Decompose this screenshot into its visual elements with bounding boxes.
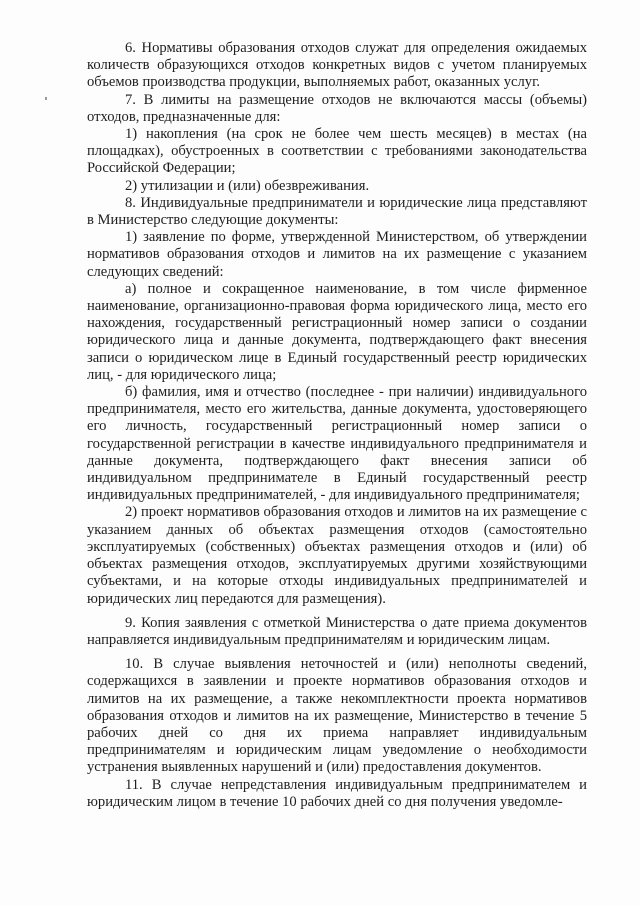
document-body (87, 40, 587, 811)
paragraph-8: 8. Индивидуальные предприниматели и юридические лица представляют в Министерство следующие документы: (87, 194, 587, 229)
paragraph-6: 6. Нормативы образования отходов служат для определения ожидаемых количеств образующихся отходов конкретных видов с учетом планируемых объемов производства продукции, выполняемых работ, оказанных услуг. (87, 40, 587, 91)
scan-speck (45, 97, 47, 100)
paragraph-8-item-1: 1) заявление по форме, утвержденной Министерством, об утверждении нормативов образования отходов и лимитов на их размещение с указанием следующих сведений: (87, 229, 587, 280)
paragraph-7: 7. В лимиты на размещение отходов не включаются массы (объемы) отходов, предназначенные для: (87, 91, 587, 125)
paragraph-9: 9. Копия заявления с отметкой Министерства о дате приема документов направляется индивидуальным предпринимателям и юридическим лицам. (87, 614, 587, 648)
paragraph-7-item-2: 2) утилизации и (или) обезвреживания. (125, 177, 370, 194)
paragraph-7-item-1: 1) накопления (на срок не более чем шесть месяцев) в местах (на площадках), обустроенных в соответствии с требованиями законодательства Российской Федерации; (87, 126, 587, 177)
paragraph-11: 11. В случае непредставления индивидуальным предпринимателем и юридическим лицом в течение 10 рабочих дней со дня получения уведомле- (87, 776, 587, 810)
paragraph-8-item-1b: б) фамилия, имя и отчество (последнее - при наличии) индивидуального предпринимателя, место его жительства, данные документа, удостоверяющего его личность, государственный регистрационный номер записи о государственной регистрации в качестве индивидуального предпринимателя и данные документа, подтверждающего факт внесения записи об индивидуальном предпринимателе в Единый государственный реестр индивидуальных предпринимателей, - для индивидуального предпринимателя; (87, 384, 587, 504)
paragraph-8-item-2: 2) проект нормативов образования отходов и лимитов на их размещение с указанием данных об объектах размещения отходов (самостоятельно эксплуатируемых (собственных) объектах размещения отходов и (или) об объектах размещения отходов, эксплуатируемых другими хозяйствующими субъектами, и на которые отходы индивидуальных предпринимателей и юридических лиц передаются для размещения). (87, 504, 587, 607)
paragraph-8-item-1a: а) полное и сокращенное наименование, в том числе фирменное наименование, организационно-правовая форма юридического лица, место его нахождения, государственный регистрационный номер записи о создании юридического лица и данные документа, подтверждающего факт внесения записи о юридическом лице в Единый государственный реестр юридических лиц, - для юридического лица; (87, 280, 587, 383)
paragraph-10: 10. В случае выявления неточностей и (или) неполноты сведений, содержащихся в заявлении и проекте нормативов образования отходов и лимитов на их размещение, а также некомплектности проекта нормативов образования отходов и лимитов на их размещение, Министерство в течение 5 рабочих дней со дня их приема направляет индивидуальным предпринимателям и юридическим лицам уведомление о необходимости устранения выявленных нарушений и (или) предоставления документов. (87, 656, 587, 776)
